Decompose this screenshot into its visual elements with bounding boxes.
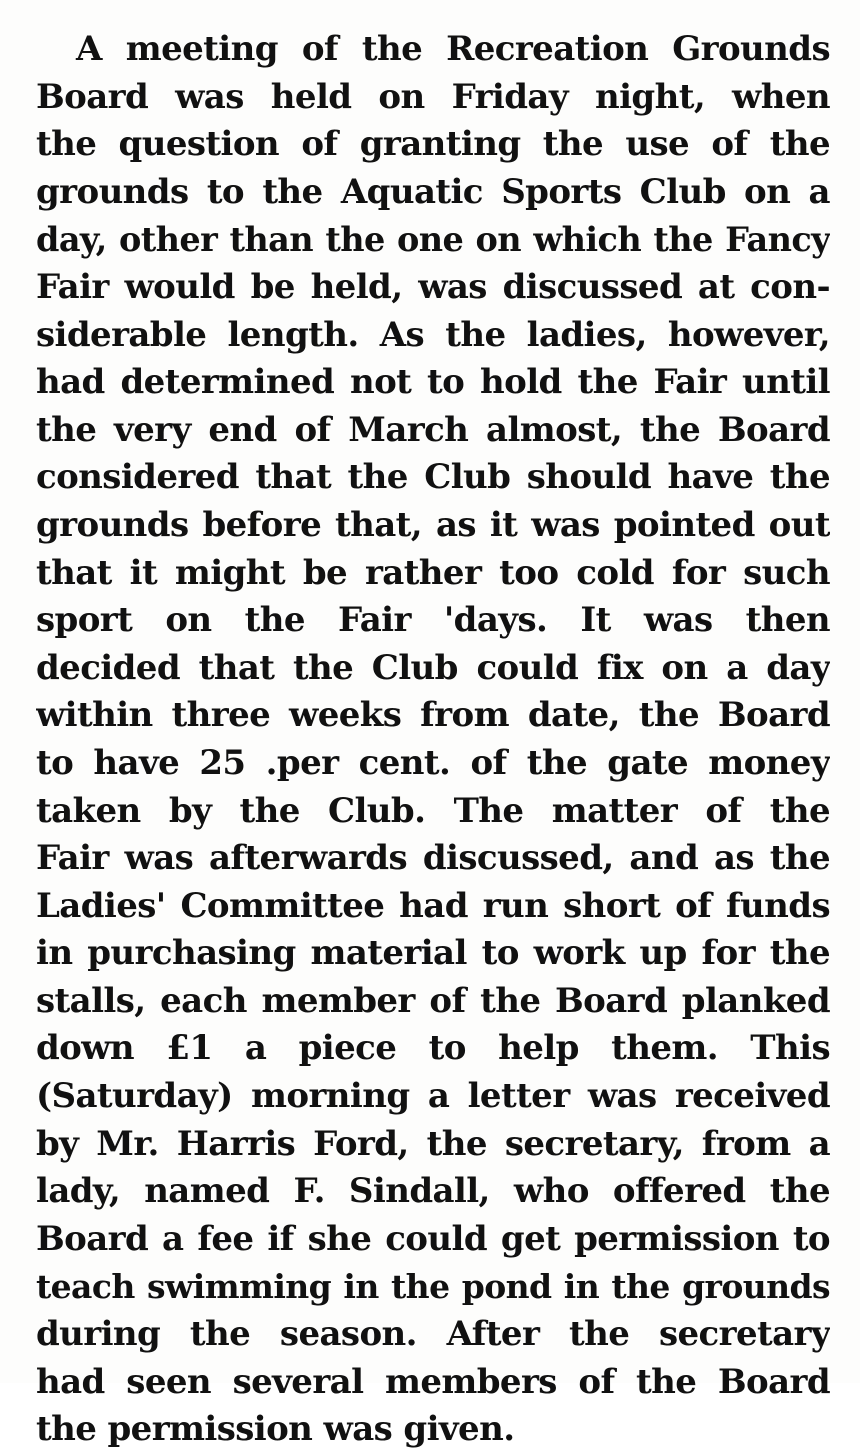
article-line: had determined not to hold the Fair until bbox=[36, 362, 830, 403]
article-line: the question of granting the use of the bbox=[36, 124, 830, 165]
article-line: had seen several members of the Board bbox=[36, 1361, 830, 1402]
article-line: sport on the Fair 'days. It was then bbox=[36, 600, 830, 641]
article-line: (Saturday) morning a letter was received bbox=[36, 1076, 830, 1117]
article-line: the very end of March almost, the Board bbox=[36, 409, 830, 450]
article-line: Ladies' Committee had run short of funds bbox=[36, 885, 830, 926]
article-line: Fair was afterwards discussed, and as the bbox=[36, 838, 830, 879]
article-line: grounds before that, as it was pointed out bbox=[36, 504, 830, 545]
article-line: considered that the Club should have the bbox=[36, 457, 830, 498]
article-line: A meeting of the Recreation Grounds bbox=[76, 29, 830, 69]
article-line: lady, named F. Sindall, who offered the bbox=[36, 1171, 830, 1212]
article-line: Fair would be held, was discussed at con- bbox=[36, 266, 830, 307]
article-line: Board was held on Friday night, when bbox=[36, 76, 830, 117]
article-line: taken by the Club. The matter of the bbox=[36, 790, 830, 831]
article-line: down £1 a piece to help them. This bbox=[36, 1028, 830, 1069]
article-line: stalls, each member of the Board planked bbox=[36, 980, 830, 1021]
article-line: siderable length. As the ladies, however, bbox=[36, 314, 830, 355]
article-line: decided that the Club could fix on a day bbox=[36, 647, 830, 688]
article-line: within three weeks from date, the Board bbox=[36, 695, 830, 736]
article-line: to have 25 .per cent. of the gate money bbox=[36, 742, 830, 783]
article-line: the permission was given. bbox=[36, 1409, 515, 1450]
article-line: Board a fee if she could get permission to bbox=[36, 1218, 830, 1259]
article-line: in purchasing material to work up for the bbox=[36, 933, 830, 974]
article-line: during the season. After the secretary bbox=[36, 1314, 830, 1355]
article-line: teach swimming in the pond in the grounds bbox=[36, 1267, 830, 1307]
article-paragraph bbox=[36, 26, 830, 1454]
article-line: by Mr. Harris Ford, the secretary, from a bbox=[36, 1123, 830, 1164]
article-line: that it might be rather too cold for such bbox=[36, 552, 830, 593]
article-line: grounds to the Aquatic Sports Club on a bbox=[36, 171, 830, 212]
article-line: day, other than the one on which the Fancy bbox=[36, 220, 830, 260]
